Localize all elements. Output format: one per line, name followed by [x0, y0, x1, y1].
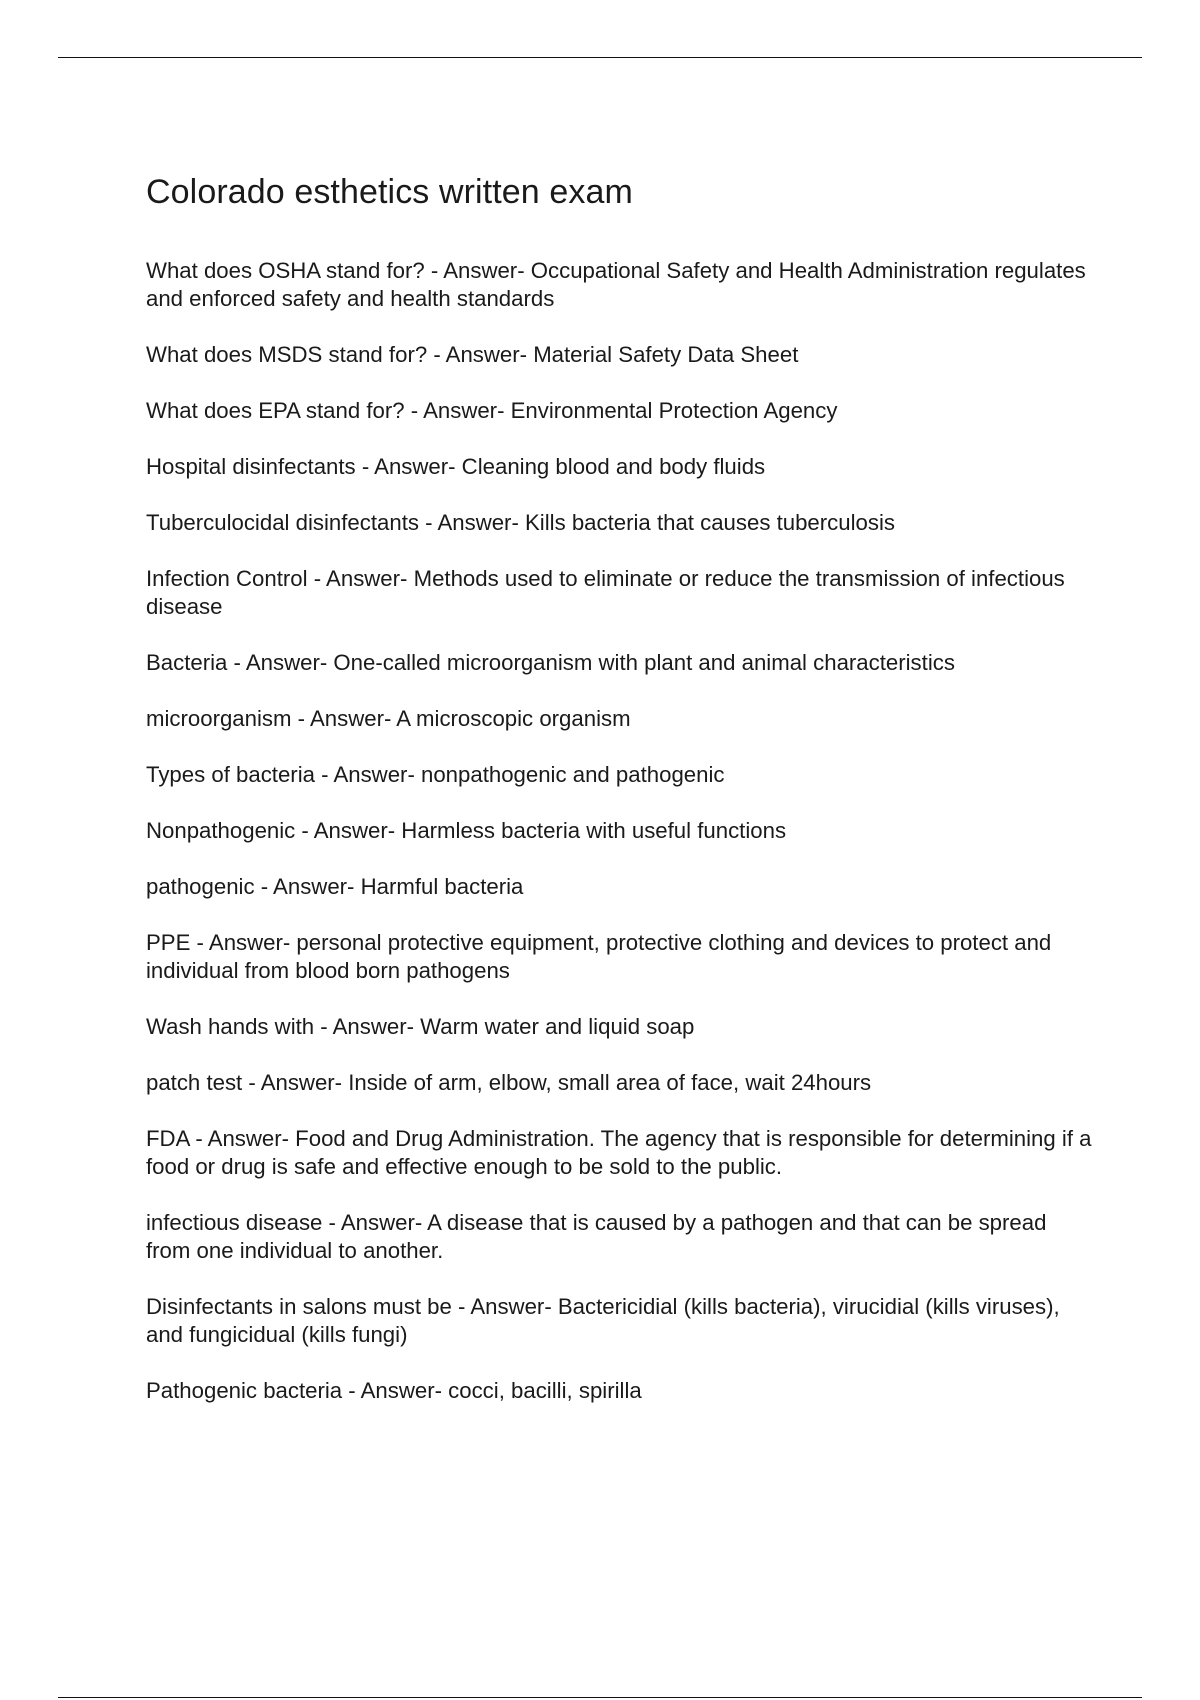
qa-item: microorganism - Answer- A microscopic organism [146, 706, 631, 731]
qa-item: FDA - Answer- Food and Drug Administration. The agency that is responsible for determining if a food or drug is safe and effective enough to be sold to the public. [146, 1126, 1092, 1179]
qa-item: patch test - Answer- Inside of arm, elbow, small area of face, wait 24hours [146, 1070, 872, 1095]
qa-item: PPE - Answer- personal protective equipment, protective clothing and devices to protect and individual from blood born pathogens [146, 930, 1052, 983]
qa-item: Pathogenic bacteria - Answer- cocci, bacilli, spirilla [146, 1378, 642, 1403]
qa-item: Hospital disinfectants - Answer- Cleaning blood and body fluids [146, 454, 766, 479]
qa-item: Infection Control - Answer- Methods used to eliminate or reduce the transmission of infectious disease [146, 566, 1065, 619]
qa-item: infectious disease - Answer- A disease that is caused by a pathogen and that can be spread from one individual to another. [146, 1210, 1047, 1263]
qa-item: Disinfectants in salons must be - Answer- Bactericidial (kills bacteria), virucidial (kills viruses), and fungicidual (kills fungi) [146, 1294, 1060, 1347]
qa-item: What does MSDS stand for? - Answer- Material Safety Data Sheet [146, 342, 799, 367]
qa-item: Types of bacteria - Answer- nonpathogenic and pathogenic [146, 762, 725, 787]
qa-item: What does EPA stand for? - Answer- Environmental Protection Agency [146, 398, 838, 423]
qa-item: pathogenic - Answer- Harmful bacteria [146, 874, 524, 899]
qa-item: Tuberculocidal disinfectants - Answer- Kills bacteria that causes tuberculosis [146, 510, 895, 535]
qa-item: Nonpathogenic - Answer- Harmless bacteria with useful functions [146, 818, 787, 843]
document-title: Colorado esthetics written exam [146, 173, 633, 211]
qa-item: What does OSHA stand for? - Answer- Occupational Safety and Health Administration regulates and enforced safety and health standards [146, 258, 1086, 311]
qa-item: Bacteria - Answer- One-called microorganism with plant and animal characteristics [146, 650, 955, 675]
header-rule [58, 57, 1142, 58]
qa-item: Wash hands with - Answer- Warm water and liquid soap [146, 1014, 695, 1039]
qa-list [146, 257, 1096, 1433]
footer-rule [58, 1697, 1142, 1698]
